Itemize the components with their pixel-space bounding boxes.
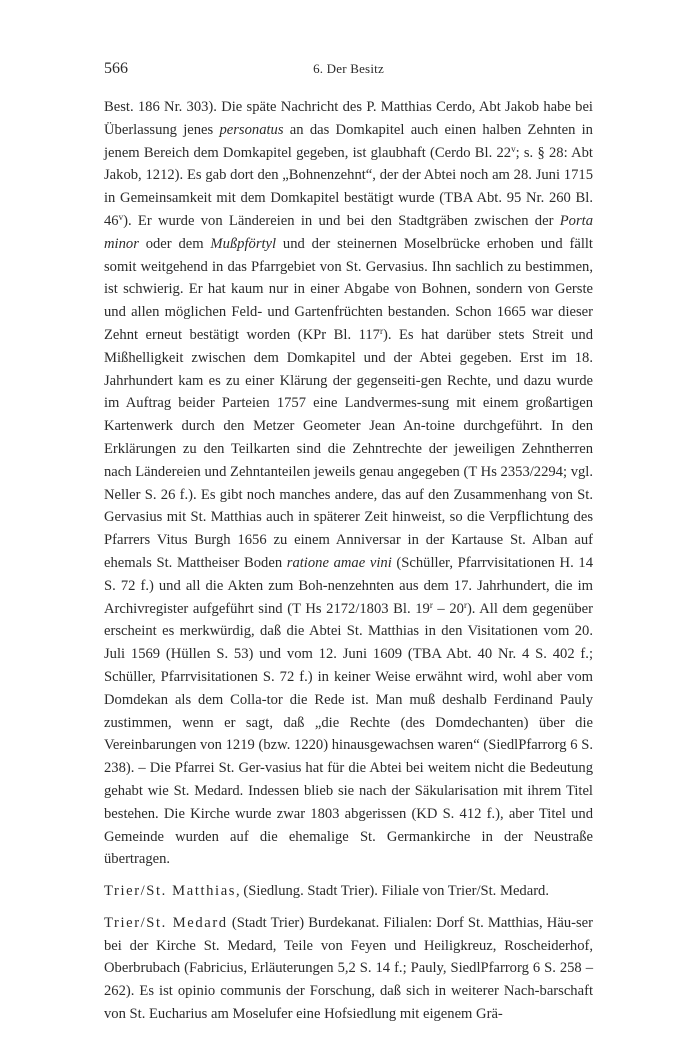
text-run: (Schüller, Pfarrvisitationen H. 14 S. 72 f.) und all die Akten zum Boh-nenzehnten aus dem 17. Jahrhundert, die im Archivregister aufgeführt sind (T Hs 2172/1803 Bl. 19 — [104, 554, 593, 617]
entry-trier-st-medard — [104, 912, 593, 1026]
page-number: 566 — [104, 60, 128, 77]
italic-term: Porta minor — [104, 212, 593, 252]
superscript: r — [463, 599, 467, 610]
italic-term: Mußpförtyl — [210, 235, 277, 252]
entry-heading: Trier/St. Matthias — [104, 883, 237, 900]
text-run: – 20 — [432, 600, 464, 617]
text-run: Best. 186 Nr. 303). Die späte Nachricht des P. Matthias Cerdo, Abt Jakob habe bei Überlassung jenes — [104, 99, 593, 138]
superscript: r — [379, 325, 383, 336]
running-head: 6. Der Besitz — [313, 61, 384, 76]
text-run: und der steinernen Moselbrücke erhoben und fällt somit weitgehend in das Pfarrgebiet von St. Gervasius. Ihn sachlich zu bestimmen, ist schwierig. Er hat kaum nur in einer Abgabe von Bohnen, sondern von Gerste und allen möglichen Feld- und Gartenfrüchten bestanden. Schon 1665 war dieser Zehnt erneut bestätigt worden (KPr Bl. 117 — [104, 235, 593, 343]
entry-text: (Stadt Trier) Burdekanat. Filialen: Dorf St. Matthias, Häu-ser bei der Kirche St. Medard, Teile von Feyen und Heiligkreuz, Roscheiderhof, Oberbrubach (Fabricius, Erläuterungen 5,2 S. 14 f.; Pauly, SiedlPfarrorg 6 S. 258 – 262). Es ist opinio communis der Forschung, daß sich in weiterer Nach-barschaft von St. Eucharius am Moselufer eine Hofsiedlung mit eigenem Grä- — [104, 914, 593, 1023]
text-run: ). Es hat darüber stets Streit und Mißhelligkeit zwischen dem Domkapitel und der Abtei gegeben. Erst im 18. Jahrhundert kam es zu einer Klärung der gegenseiti-gen Rechte, und dazu wurde im Auftrag beider Parteien 1757 eine Landvermes-sung mit einem großartigen Kartenwerk durch den Metzer Geometer Jean An-toine durchgeführt. In den Erklärungen zu den Teilkarten sind die Zehntrechte der jeweiligen Zehntherren nach Ländereien und Zehntanteilen jeweils genau angegeben (T Hs 2353/2294; vgl. Neller S. 26 f.). Es gibt noch manches andere, das auf den Zusammenhang von St. Gervasius mit St. Matthias auch in späterer Zeit hinweist, so die Verpflichtung des Pfarrers Vitus Burgh 1656 zu einem Anniversar in der Kartause St. Alban auf ehemals St. Mattheiser Boden — [104, 326, 593, 571]
text-run: ; s. § 28: Abt Jakob, 1212). Es gab dort den „Bohnenzehnt“, der der Abtei noch am 28. Juni 1715 in Gemeinsamkeit mit dem Domkapitel bestätigt wurde (TBA Abt. 95 Nr. 260 Bl. 46 — [104, 144, 593, 229]
italic-term: ratione amae vini — [286, 554, 392, 571]
text-run: oder dem — [138, 235, 211, 252]
entry-heading: Trier/St. Medard — [104, 914, 228, 931]
entry-text: , (Siedlung. Stadt Trier). Filiale von Trier/St. Medard. — [236, 883, 550, 900]
text-run: an das Domkapitel auch einen halben Zehnten in jenem Bereich dem Domkapitel gegeben, ist glaubhaft (Cerdo Bl. 22 — [104, 121, 593, 161]
superscript: v — [118, 211, 124, 222]
italic-term: personatus — [219, 121, 284, 138]
text-run: ). All dem gegenüber erscheint es merkwürdig, daß die Abtei St. Matthias in den Visitationen vom 20. Juli 1569 (Hüllen S. 53) und vom 12. Juni 1609 (TBA Abt. 40 Nr. 4 S. 402 f.; Schüller, Pfarrvisitationen S. 72 f.) in keiner Weise erwähnt wird, wohl aber vom Domdekan als dem Colla-tor die Rede ist. Man muß deshalb Ferdinand Pauly zustimmen, wenn er sagt, daß „die Rechte (des Domdechanten) über die Vereinbarungen von 1219 (bzw. 1220) hinausgewachsen waren“ (SiedlPfarrorg 6 S. 238). – Die Pfarrei St. Ger-vasius hat für die Abtei bei weitem nicht die Bedeutung gehabt wie St. Medard. Indessen blieb sie nach der Säkularisation mit ihrem Titel bestehen. Die Kirche wurde zwar 1803 abgerissen (KD S. 412 f.), aber Titel und Gemeinde wurden auf die ehemalige St. Germankirche in der Neustraße übertragen. — [104, 600, 594, 868]
entry-trier-st-matthias — [104, 880, 593, 903]
text-run: ). Er wurde von Ländereien in und bei den Stadtgräben zwischen der — [123, 212, 560, 229]
body-text — [104, 96, 593, 1026]
superscript: v — [511, 143, 516, 154]
superscript: r — [429, 599, 433, 610]
page-header — [104, 60, 593, 82]
paragraph-st-gervasius — [104, 96, 593, 871]
